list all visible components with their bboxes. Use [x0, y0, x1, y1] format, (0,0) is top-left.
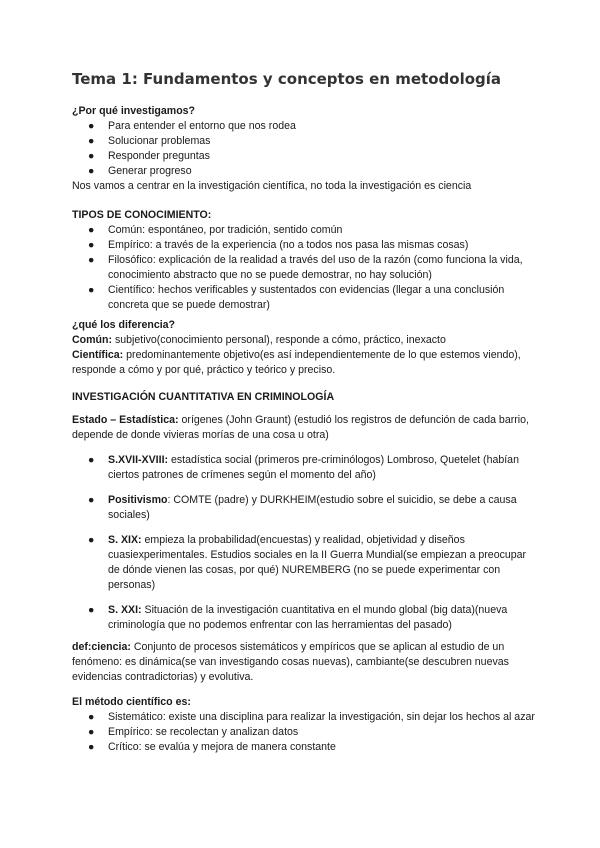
list-item: ● Generar progreso — [88, 165, 192, 177]
why-heading: ¿Por qué investigamos? — [72, 105, 196, 117]
metodo-heading: El método científico es: — [72, 696, 191, 708]
list-item: ● Común: espontáneo, por tradición, sentido común — [88, 224, 343, 236]
bullet-icon: ● — [88, 120, 95, 132]
cuant-section — [72, 390, 540, 405]
diff-cientifica: Científica: predominantemente objetivo(es así independientemente de lo que estemos viendo), responde a cómo y por qué, práctico y teórico y preciso. — [72, 349, 521, 376]
bullet-icon: ● — [88, 150, 95, 162]
list-item: ● S. XIX: empieza la probabilidad(encuestas) y realidad, objetividad y diseños cuasiexperimentales. Estudios sociales en la II Guerra Mundial(se empiezan a preocupar de dónde vienen las cosas, por qué) NUREMBERG (no se puede experimentar con personas) — [88, 534, 527, 591]
bullet-icon: ● — [88, 534, 95, 546]
list-item: ● Solucionar problemas — [88, 135, 211, 147]
list-item: ● Filosófico: explicación de la realidad a través del uso de la razón (como funciona la vida, conocimiento abstracto que no se puede demostrar, no hay solución) — [88, 254, 523, 281]
bullet-icon: ● — [88, 284, 95, 296]
list-item: ● S. XXI: Situación de la investigación cuantitativa en el mundo global (big data)(nueva criminología que no podemos enfrentar con las herramientas del pasado) — [88, 604, 508, 631]
tipos-heading: TIPOS DE CONOCIMIENTO: — [72, 209, 212, 221]
bullet-icon: ● — [88, 726, 95, 738]
diff-heading: ¿qué los diferencia? — [72, 319, 176, 331]
cuant-list-wrap — [72, 453, 540, 643]
why-section — [72, 104, 540, 194]
list-item: ● Sistemático: existe una disciplina para realizar la investigación, sin dejar los hechos al azar — [88, 711, 535, 723]
cuant-list — [72, 453, 540, 633]
bullet-icon: ● — [88, 741, 95, 753]
defciencia-paragraph: def:ciencia: Conjunto de procesos sistemáticos y empíricos que se aplican al estudio de un fenómeno: es dinámica(se van investigando cosas nuevas), cambiante(se descubren nuevas evidencias contradictorias) y evolutiva. — [72, 641, 509, 683]
bullet-icon: ● — [88, 135, 95, 147]
metodo-section — [72, 695, 540, 755]
tipos-list — [72, 223, 540, 313]
cuant-heading: INVESTIGACIÓN CUANTITATIVA EN CRIMINOLOGÍA — [72, 391, 335, 403]
list-item: ● S.XVII-XVIII: estadística social (primeros pre-criminólogos) Lombroso, Quetelet (habían ciertos patrones de crímenes según el momento del año) — [88, 454, 519, 481]
bullet-icon: ● — [88, 494, 95, 506]
bullet-icon: ● — [88, 454, 95, 466]
bullet-icon: ● — [88, 711, 95, 723]
list-item: ● Crítico: se evalúa y mejora de manera constante — [88, 741, 336, 753]
page-title: Tema 1: Fundamentos y conceptos en metodología — [72, 70, 502, 88]
diff-comun: Común: subjetivo(conocimiento personal), responde a cómo, práctico, inexacto — [72, 334, 446, 346]
list-item: ● Positivismo: COMTE (padre) y DURKHEIM(estudio sobre el suicidio, se debe a causa sociales) — [88, 494, 517, 521]
metodo-list — [72, 710, 540, 755]
bullet-icon: ● — [88, 254, 95, 266]
tipos-section — [72, 208, 540, 313]
why-note: Nos vamos a centrar en la investigación científica, no toda la investigación es ciencia — [72, 180, 472, 192]
bullet-icon: ● — [88, 239, 95, 251]
list-item: ● Científico: hechos verificables y sustentados con evidencias (llegar a una conclusión concreta que se puede demostrar) — [88, 284, 505, 311]
estado-paragraph: Estado – Estadística: orígenes (John Graunt) (estudió los registros de defunción de cada barrio, depende de donde vivieras morías de una cosa u otra) — [72, 414, 529, 441]
bullet-icon: ● — [88, 604, 95, 616]
list-item: ● Empírico: a través de la experiencia (no a todos nos pasa las mismas cosas) — [88, 239, 469, 251]
list-item: ● Responder preguntas — [88, 150, 210, 162]
list-item: ● Para entender el entorno que nos rodea — [88, 120, 296, 132]
diff-section — [72, 318, 540, 378]
why-list — [72, 119, 540, 179]
list-item: ● Empírico: se recolectan y analizan datos — [88, 726, 299, 738]
bullet-icon: ● — [88, 224, 95, 236]
bullet-icon: ● — [88, 165, 95, 177]
